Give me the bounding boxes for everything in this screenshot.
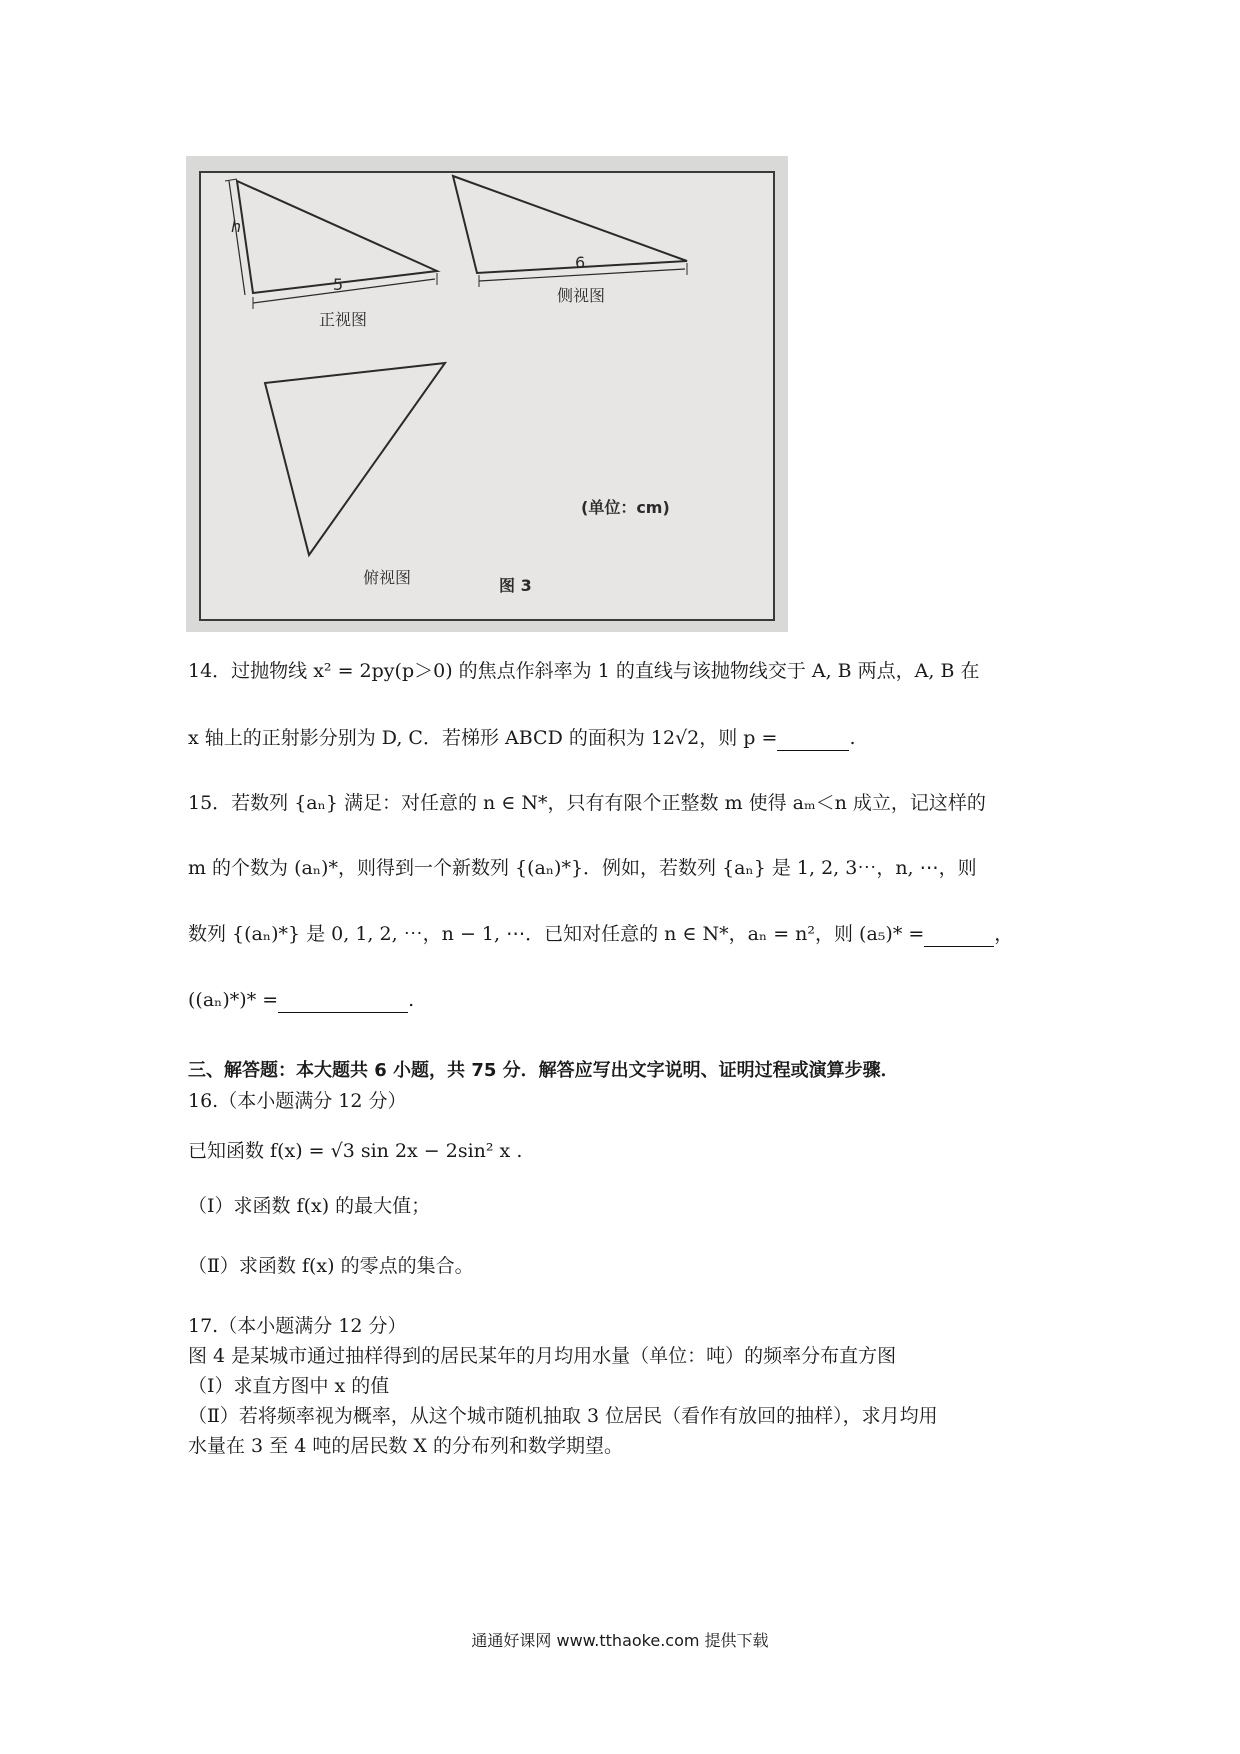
q17-part-2-line-1: （Ⅱ）若将频率视为概率，从这个城市随机抽取 3 位居民（看作有放回的抽样），求月均用 <box>188 1405 938 1427</box>
q15-line-4: ((aₙ)*)* = . <box>188 989 415 1011</box>
q15-line-3: 数列 {(aₙ)*} 是 0, 1, 2, ⋯，n − 1, ⋯．已知对任意的 n ∈ N*，aₙ = n²，则 (a₅)* = ， <box>188 923 1014 945</box>
top-view-triangle <box>265 363 445 555</box>
section-3-title: 三、解答题：本大题共 6 小题，共 75 分．解答应写出文字说明、证明过程或演算步骤． <box>188 1060 899 1081</box>
q17-part-2-line-2: 水量在 3 至 4 吨的居民数 X 的分布列和数学期望。 <box>188 1435 623 1457</box>
side-view-triangle <box>453 176 687 273</box>
three-view-drawing <box>201 173 773 619</box>
q16-statement: 已知函数 f(x) = √3 sin 2x − 2sin² x . <box>188 1140 523 1162</box>
q17-header: 17.（本小题满分 12 分） <box>188 1315 407 1337</box>
top-view-label: 俯视图 <box>363 568 412 587</box>
q16-header: 16.（本小题满分 12 分） <box>188 1090 407 1112</box>
q15-answer-blank-1[interactable] <box>924 926 994 947</box>
q16-part-2: （Ⅱ）求函数 f(x) 的零点的集合。 <box>188 1255 474 1277</box>
dim-6-label: 6 <box>575 253 586 272</box>
q15-line-2: m 的个数为 (aₙ)*，则得到一个新数列 {(aₙ)*}．例如，若数列 {aₙ} 是 1, 2, 3⋯，n, ⋯，则 <box>188 857 977 879</box>
dim-h-label: h <box>231 217 242 236</box>
figure-3-photo <box>186 156 788 632</box>
q15-answer-blank-2[interactable] <box>278 992 408 1013</box>
side-view-label: 侧视图 <box>557 286 606 305</box>
q17-statement: 图 4 是某城市通过抽样得到的居民某年的月均用水量（单位：吨）的频率分布直方图 <box>188 1345 897 1367</box>
q14-answer-blank[interactable] <box>777 730 849 751</box>
q17-part-1: （Ⅰ）求直方图中 x 的值 <box>188 1375 390 1397</box>
page-footer: 通通好课网 www.tthaoke.com 提供下载 <box>471 1631 769 1650</box>
q16-part-1: （Ⅰ）求函数 f(x) 的最大值； <box>188 1195 431 1217</box>
dim-5-label: 5 <box>333 275 344 294</box>
q15-line-1: 15．若数列 {aₙ} 满足：对任意的 n ∈ N*，只有有限个正整数 m 使得 aₘ＜n 成立，记这样的 <box>188 792 986 814</box>
figure-3-frame <box>199 171 775 621</box>
front-view-label: 正视图 <box>319 310 368 329</box>
q14-line-1: 14．过抛物线 x² = 2py(p＞0) 的焦点作斜率为 1 的直线与该抛物线交于 A, B 两点，A, B 在 <box>188 660 980 682</box>
dim-h-line <box>229 181 245 295</box>
q14-line-2: x 轴上的正射影分别为 D, C．若梯形 ABCD 的面积为 12√2，则 p = . <box>188 727 856 749</box>
unit-label: (单位：cm) <box>581 498 670 517</box>
figure-label: 图 3 <box>499 576 532 595</box>
